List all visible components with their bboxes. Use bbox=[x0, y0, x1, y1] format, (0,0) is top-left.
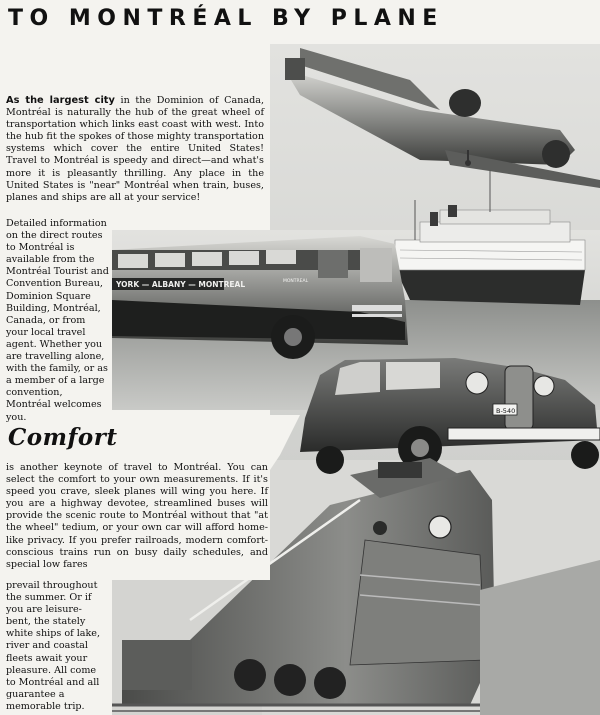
comfort-heading: Comfort bbox=[8, 424, 118, 451]
intro-paragraph bbox=[6, 95, 264, 204]
intro-body: in the Dominion of Canada, Montréal is naturally the hub of the great wheel of transportation which links east coast with west. Into the hub fit the spokes of those mighty transportation systems which cover the entire United States! Travel to Montréal is speedy and direct—and what's more it is pleasantly thrilling. Any place in the United States is "near" Montréal when train, buses, planes and ships are all at your service! bbox=[6, 95, 264, 203]
comfort-body-narrow: prevail throughout the summer. Or if you are leisure-bent, the stately white ships of lake, river and coastal fleets await your pleasure. All come to Montréal and all guarantee a memorable trip. bbox=[6, 580, 101, 712]
comfort-body-wide: is another keynote of travel to Montréal. You can select the comfort to your own measurements. If it's speed you crave, sleek planes will wing you here. If you are a highway devotee, streamlined buses will provide the scenic route to Montréal without that "at the wheel" tedium, or your own car will afford home-like privacy. If you prefer railroads, modern comfort-conscious trains run on busy daily schedules, and special low fares bbox=[6, 462, 268, 570]
bus-destination-sign: YORK — ALBANY — MONTREAL bbox=[116, 280, 246, 289]
detailed-information-paragraph: Detailed information on the direct routes to Montréal is available from the Montréal Tourist and Convention Bureau, Dominion Square Building, Montréal, Canada, or from your local travel agent. Whether you are travelling alone, with the family, or as a member of a large convention, Montréal welcomes you. bbox=[6, 218, 109, 423]
bus-side-label: MONTREAL bbox=[283, 279, 309, 284]
intro-lead: As the largest city bbox=[6, 95, 115, 106]
car-license-plate: B-540 bbox=[496, 407, 516, 415]
comfort-paragraph-wide bbox=[6, 462, 268, 571]
headline: TO MONTRÉAL BY PLANE bbox=[8, 6, 444, 31]
